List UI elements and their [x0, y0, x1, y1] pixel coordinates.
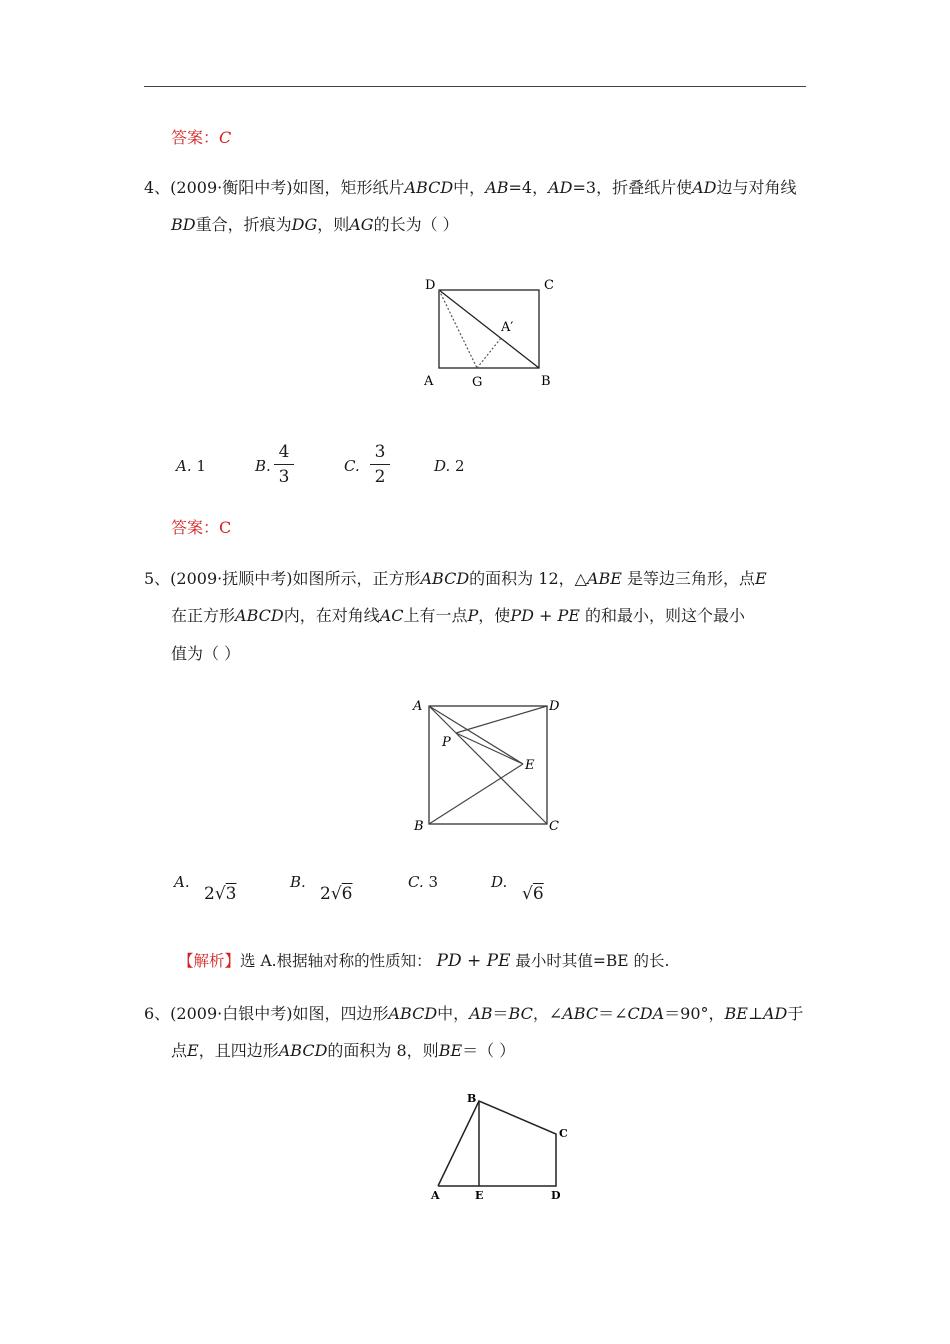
q5-option-a-value: 2√3 — [204, 884, 237, 904]
q5-line-3: 值为（ ） — [171, 644, 241, 663]
q5-segment-pe — [456, 733, 523, 764]
q6-line-1: 6、(2009·白银中考)如图，四边形ABCD中，AB＝BC，∠ABC＝∠CDA＝90°，BE⊥AD于 — [144, 1004, 804, 1023]
q4-label-g: G — [472, 375, 483, 390]
q4-diagonal-bd — [439, 290, 539, 368]
q4-option-c-label: C. — [344, 457, 360, 475]
q6-label-a: A — [431, 1189, 440, 1202]
q6-label-d: D — [551, 1189, 561, 1202]
q4-label-b: B — [541, 374, 551, 389]
q3-answer: 答案：C — [171, 128, 232, 147]
q6-figure — [420, 1085, 580, 1205]
q4-fold-dg — [439, 290, 477, 368]
q4-label-c: C — [544, 278, 554, 293]
q6-label-b: B — [467, 1092, 477, 1105]
q5-label-c: C — [549, 819, 559, 834]
q4-option-b-label: B. — [255, 457, 271, 475]
q5-option-b-label: B. — [290, 873, 306, 891]
q5-option-d-value: √6 — [522, 884, 544, 904]
q4-line-2: BD重合，折痕为DG，则AG的长为（ ） — [171, 215, 459, 234]
q4-answer: 答案：C — [171, 518, 232, 537]
q4-figure — [415, 270, 560, 395]
q5-line-2: 在正方形ABCD内，在对角线AC上有一点P，使PD + PE 的和最小，则这个最小 — [171, 606, 746, 625]
q5-line-1: 5、(2009·抚顺中考)如图所示，正方形ABCD的面积为 12，△ABE 是等边三角形，点E — [144, 569, 767, 588]
q6-quadrilateral — [438, 1101, 556, 1186]
q5-analysis: 【解析】选 A.根据轴对称的性质知： PD + PE 最小时其值=BE 的长. — [178, 951, 670, 971]
q4-option-a: A. 1 — [176, 457, 206, 475]
q5-label-d: D — [549, 699, 560, 714]
q4-line-1: 4、(2009·衡阳中考)如图，矩形纸片ABCD中，AB=4，AD=3，折叠纸片使AD边与对角线 — [144, 178, 797, 197]
q5-segment-be — [429, 764, 523, 824]
q4-option-d: D. 2 — [434, 457, 465, 475]
q4-fold-ga — [477, 338, 501, 368]
q5-option-a-label: A. — [174, 873, 190, 891]
q5-label-b: B — [414, 819, 424, 834]
q4-label-d: D — [425, 278, 436, 293]
header-rule — [144, 86, 806, 87]
q4-option-c-fraction: 3 2 — [370, 442, 390, 487]
q5-label-p: P — [442, 735, 451, 750]
q4-label-a: A — [424, 374, 434, 389]
q6-label-e: E — [475, 1189, 484, 1202]
q5-label-a: A — [413, 699, 423, 714]
q5-segment-pd — [456, 706, 547, 733]
q4-label-aprime: A′ — [501, 320, 514, 335]
q5-label-e: E — [525, 758, 535, 773]
q5-option-b-value: 2√6 — [320, 884, 353, 904]
q5-figure — [408, 692, 568, 837]
q5-option-c: C. 3 — [408, 873, 439, 891]
q4-option-b-fraction: 4 3 — [274, 442, 294, 487]
q5-option-d-label: D. — [491, 873, 508, 891]
q6-label-c: C — [559, 1127, 568, 1140]
q6-line-2: 点E，且四边形ABCD的面积为 8，则BE＝（ ） — [171, 1041, 516, 1060]
